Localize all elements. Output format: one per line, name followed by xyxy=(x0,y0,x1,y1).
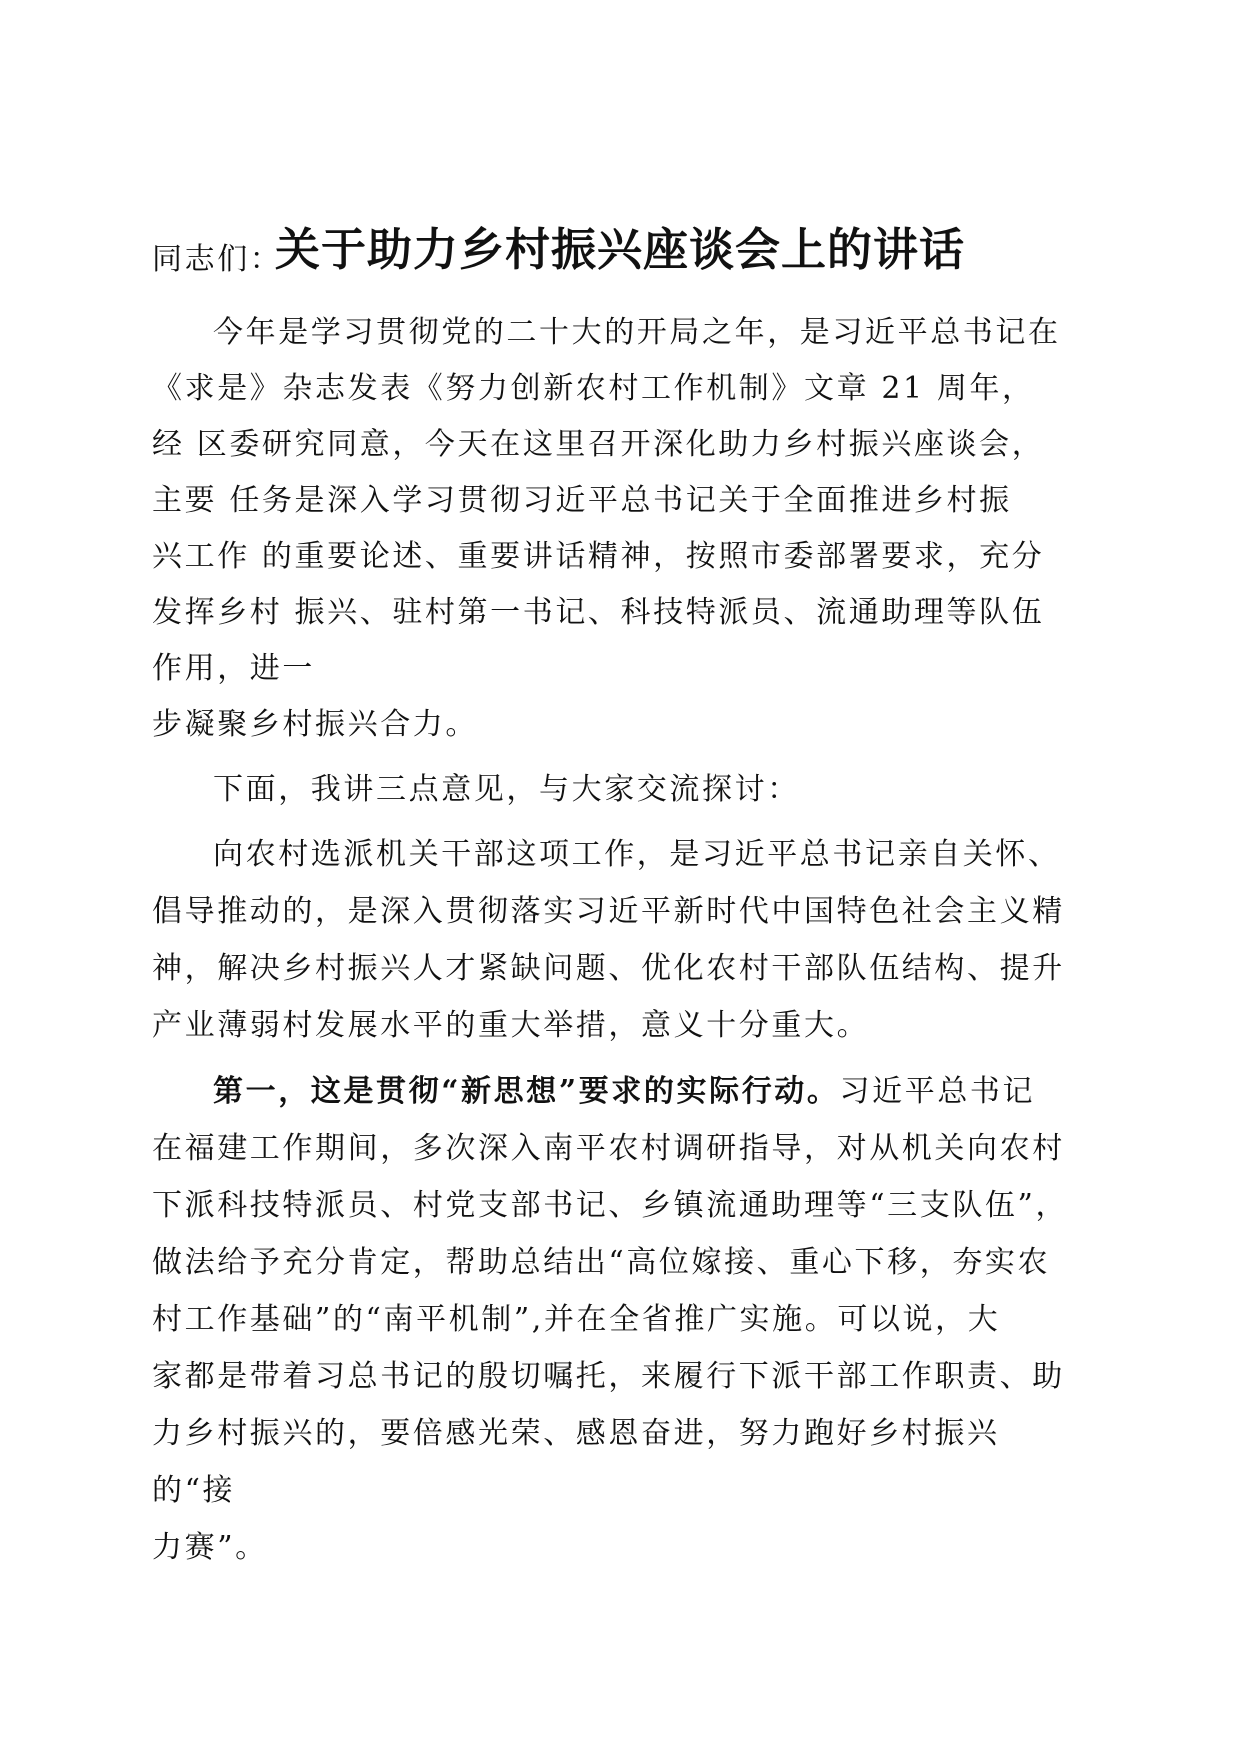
paragraph-4-line: 力乡村振兴的，要倍感光荣、感恩奋进，努力跑好乡村振兴 xyxy=(152,1416,1000,1451)
paragraph-4-line: 做法给予充分肯定，帮助总结出“高位嫁接、重心下移，夯实农 xyxy=(152,1245,1051,1280)
paragraph-1-line: 兴工作 的重要论述、重要讲话精神，按照市委部署要求，充分 xyxy=(152,539,1045,574)
paragraph-1-line: 步凝聚乡村振兴合力。 xyxy=(152,707,478,742)
paragraph-4-line: 力赛”。 xyxy=(152,1530,268,1565)
paragraph-3-line: 倡导推动的，是深入贯彻落实习近平新时代中国特色社会主义精 xyxy=(152,894,1065,929)
paragraph-4-line: 村工作基础”的“南平机制”,并在全省推广实施。可以说，大 xyxy=(152,1302,1001,1337)
document-title: 关于助力乡村振兴座谈会上的讲话 xyxy=(274,223,965,276)
paragraph-4-line: 家都是带着习总书记的殷切嘱托，来履行下派干部工作职责、助 xyxy=(152,1359,1065,1394)
paragraph-3-line: 产业薄弱村发展水平的重大举措，意义十分重大。 xyxy=(152,1008,870,1043)
paragraph-4-first-line xyxy=(213,1072,1035,1112)
paragraph-1-line: 经 区委研究同意，今天在这里召开深化助力乡村振兴座谈会， xyxy=(152,427,1045,462)
section-heading-continuation: 习近平总书记 xyxy=(839,1074,1036,1109)
paragraph-4-line: 在福建工作期间，多次深入南平农村调研指导，对从机关向农村 xyxy=(152,1131,1065,1166)
paragraph-3-line: 神，解决乡村振兴人才紧缺问题、优化农村干部队伍结构、提升 xyxy=(152,951,1065,986)
paragraph-4-line: 下派科技特派员、村党支部书记、乡镇流通助理等“三支队伍”， xyxy=(152,1188,1069,1223)
paragraph-1-line: 《求是》杂志发表《努力创新农村工作机制》文章 21 周年， xyxy=(152,371,1035,406)
paragraph-3-line: 向农村选派机关干部这项工作，是习近平总书记亲自关怀、 xyxy=(213,837,1061,872)
paragraph-1-line: 发挥乡村 振兴、驻村第一书记、科技特派员、流通助理等队伍 xyxy=(152,595,1045,630)
paragraph-1-line: 今年是学习贯彻党的二十大的开局之年，是习近平总书记在 xyxy=(213,315,1061,350)
paragraph-4-line: 的“接 xyxy=(152,1473,236,1508)
paragraph-1-line: 作用，进一 xyxy=(152,651,315,686)
paragraph-1-line: 主要 任务是深入学习贯彻习近平总书记关于全面推进乡村振 xyxy=(152,483,1012,518)
paragraph-2: 下面，我讲三点意见，与大家交流探讨： xyxy=(213,772,800,807)
salutation: 同志们： xyxy=(152,242,283,277)
section-heading: 第一，这是贯彻“新思想”要求的实际行动。 xyxy=(213,1074,840,1109)
